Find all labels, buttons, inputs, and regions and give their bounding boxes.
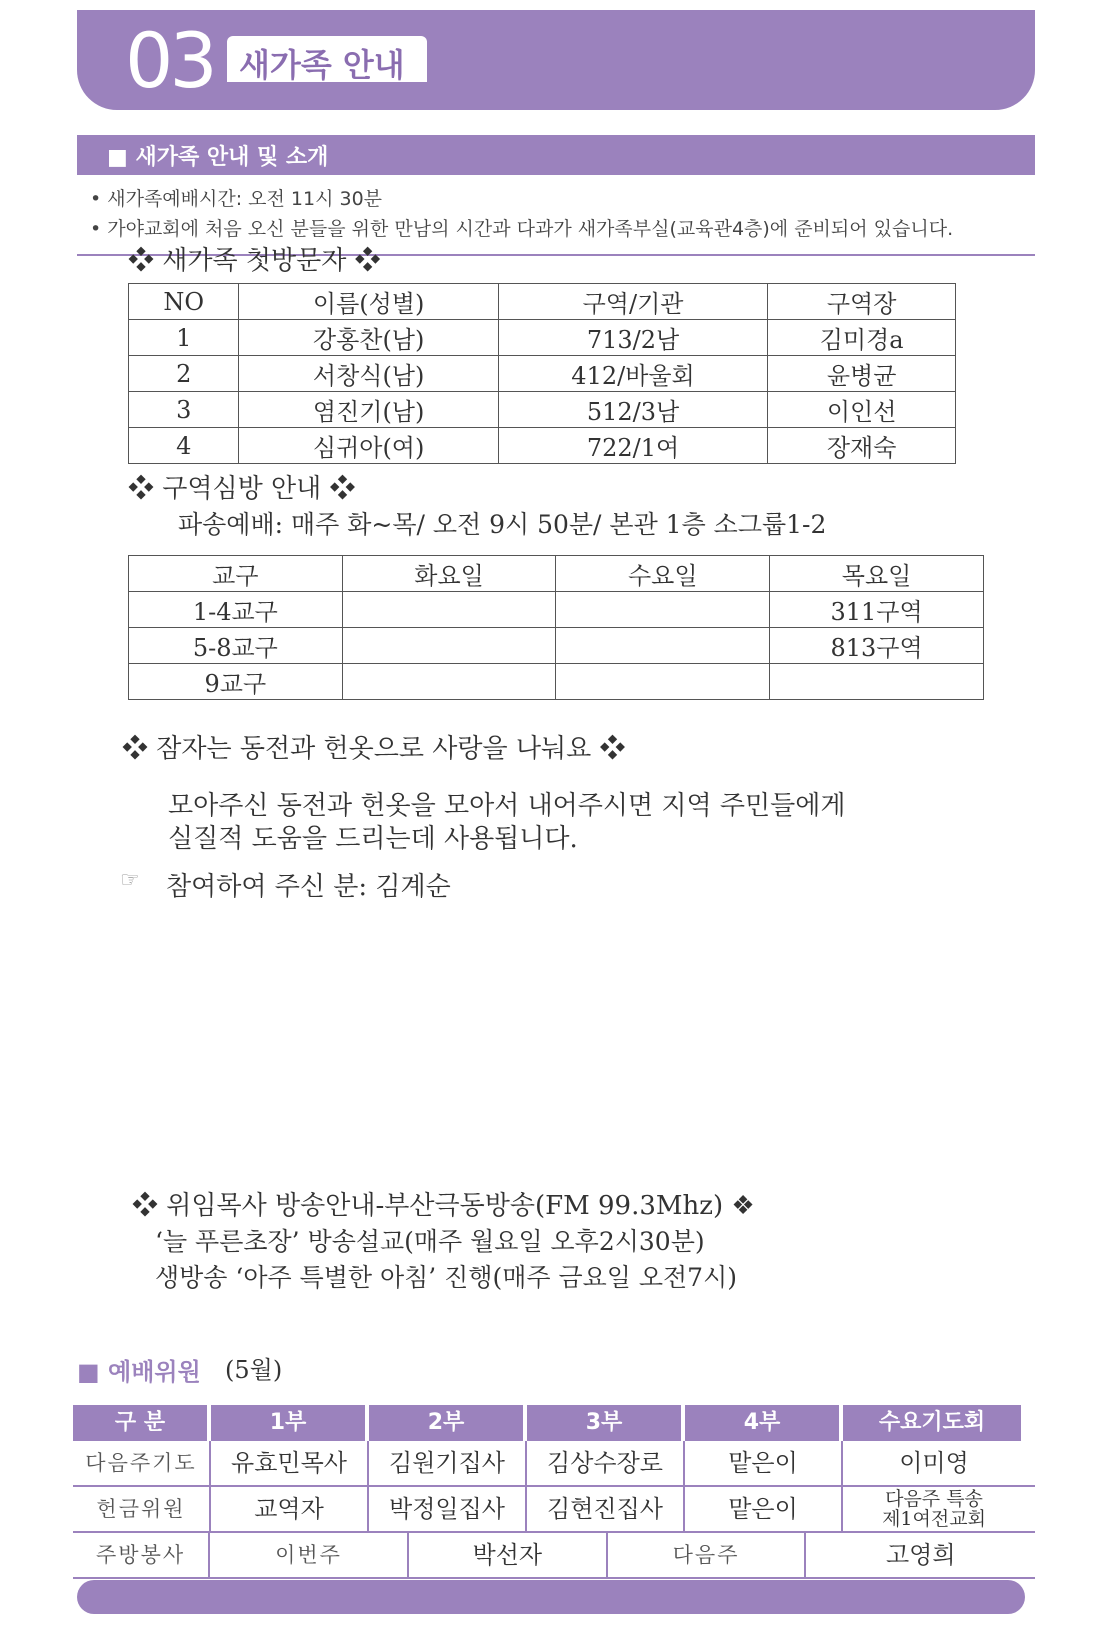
pointing-hand-icon: ☞	[120, 868, 140, 893]
table-cell: 5-8교구	[129, 628, 343, 664]
column-header: 구역장	[768, 284, 956, 320]
table-cell: 722/1여	[498, 428, 767, 464]
section-number: 03	[125, 16, 214, 105]
visits-note: 파송예배: 매주 화~목/ 오전 9시 50분/ 본관 1층 소그룹1-2	[178, 510, 827, 539]
column-header: 이름(성별)	[239, 284, 498, 320]
table-cell: 김미경a	[768, 320, 956, 356]
table-row	[129, 356, 956, 392]
staff-title: ■ 예배위원	[77, 1358, 201, 1386]
table-cell: 교역자	[211, 1487, 369, 1531]
table-cell: 512/3남	[498, 392, 767, 428]
table-cell: 412/바울회	[498, 356, 767, 392]
table-header-row	[129, 556, 984, 592]
table-cell: 김현진집사	[527, 1487, 685, 1531]
table-row	[73, 1441, 1035, 1487]
column-header: 4부	[685, 1405, 839, 1441]
visitors-heading: ❖ 새가족 첫방문자 ❖	[128, 246, 381, 276]
table-row	[129, 320, 956, 356]
staff-table	[73, 1405, 1035, 1579]
table-row	[129, 428, 956, 464]
header-band	[77, 10, 1035, 110]
table-cell	[342, 592, 556, 628]
table-cell	[843, 1487, 1025, 1531]
column-header: 수요기도회	[843, 1405, 1021, 1441]
column-header: 구 분	[73, 1405, 207, 1441]
table-cell: 유효민목사	[211, 1441, 369, 1485]
column-header: 교구	[129, 556, 343, 592]
broadcast-heading: ❖ 위임목사 방송안내-부산극동방송(FM 99.3Mhz) ❖	[132, 1191, 755, 1221]
column-header: 목요일	[770, 556, 984, 592]
table-row	[129, 392, 956, 428]
table-cell: 김상수장로	[527, 1441, 685, 1485]
table-cell: 813구역	[770, 628, 984, 664]
table-cell	[556, 628, 770, 664]
table-row	[129, 592, 984, 628]
info-line-2: • 가야교회에 처음 오신 분들을 위한 만남의 시간과 다과가 새가족부실(교육관4층)에 준비되어 있습니다.	[90, 218, 954, 240]
table-cell: 박정일집사	[369, 1487, 527, 1531]
donation-participants: 참여하여 주신 분: 김계순	[166, 872, 451, 902]
table-cell: 염진기(남)	[239, 392, 498, 428]
page-title: 새가족 안내	[239, 46, 405, 84]
visits-heading: ❖ 구역심방 안내 ❖	[128, 474, 356, 504]
table-cell: 서창식(남)	[239, 356, 498, 392]
table-row	[73, 1533, 1035, 1579]
table-cell: 박선자	[409, 1533, 608, 1577]
broadcast-line-2: 생방송 ‘아주 특별한 아침’ 진행(매주 금요일 오전7시)	[155, 1263, 737, 1292]
info-line-1: • 새가족예배시간: 오전 11시 30분	[90, 188, 383, 210]
table-cell: 이번주	[210, 1533, 409, 1577]
row-label: 헌금위원	[73, 1487, 211, 1531]
table-cell: 강홍찬(남)	[239, 320, 498, 356]
cell-line: 다음주 특송	[885, 1488, 983, 1510]
column-header: 1부	[211, 1405, 365, 1441]
table-cell	[770, 664, 984, 700]
column-header: 구역/기관	[498, 284, 767, 320]
staff-header-row	[73, 1405, 1035, 1441]
table-row	[129, 664, 984, 700]
table-cell: 윤병균	[768, 356, 956, 392]
staff-month: (5월)	[225, 1356, 283, 1384]
table-cell	[556, 592, 770, 628]
table-header-row	[129, 284, 956, 320]
table-cell: 심귀아(여)	[239, 428, 498, 464]
section-title: ■ 새가족 안내 및 소개	[107, 145, 329, 170]
table-cell: 맡은이	[685, 1487, 843, 1531]
cell-line: 제1여전교회	[882, 1508, 986, 1530]
table-cell: 3	[129, 392, 239, 428]
donation-heading: ❖ 잠자는 동전과 헌옷으로 사랑을 나눠요 ❖	[122, 734, 626, 764]
column-header: 2부	[369, 1405, 523, 1441]
table-cell	[556, 664, 770, 700]
table-cell: 다음주	[608, 1533, 807, 1577]
table-cell	[342, 628, 556, 664]
section-bar	[77, 135, 1035, 175]
row-label: 다음주기도	[73, 1441, 211, 1485]
column-header: 수요일	[556, 556, 770, 592]
table-row	[73, 1487, 1035, 1533]
visits-table	[128, 555, 984, 700]
table-cell: 고영희	[885, 1541, 956, 1569]
table-cell: 장재숙	[768, 428, 956, 464]
table-cell: 2	[129, 356, 239, 392]
footer-band	[77, 1580, 1025, 1614]
table-cell: 311구역	[770, 592, 984, 628]
table-cell: 9교구	[129, 664, 343, 700]
table-cell: 이미영	[899, 1449, 969, 1477]
visitors-table	[128, 283, 956, 464]
column-header: 화요일	[342, 556, 556, 592]
row-label: 주방봉사	[73, 1533, 210, 1577]
donation-line-1: 모아주신 동전과 헌옷을 모아서 내어주시면 지역 주민들에게	[168, 791, 846, 821]
table-cell: 1-4교구	[129, 592, 343, 628]
table-cell: 4	[129, 428, 239, 464]
column-header: 3부	[527, 1405, 681, 1441]
broadcast-line-1: ‘늘 푸른초장’ 방송설교(매주 월요일 오후2시30분)	[155, 1227, 705, 1256]
table-cell: 이인선	[768, 392, 956, 428]
table-cell: 713/2남	[498, 320, 767, 356]
table-cell	[342, 664, 556, 700]
table-cell: 맡은이	[685, 1441, 843, 1485]
table-cell: 김원기집사	[369, 1441, 527, 1485]
table-row	[129, 628, 984, 664]
column-header: NO	[129, 284, 239, 320]
donation-line-2: 실질적 도움을 드리는데 사용됩니다.	[168, 824, 578, 854]
table-cell: 1	[129, 320, 239, 356]
